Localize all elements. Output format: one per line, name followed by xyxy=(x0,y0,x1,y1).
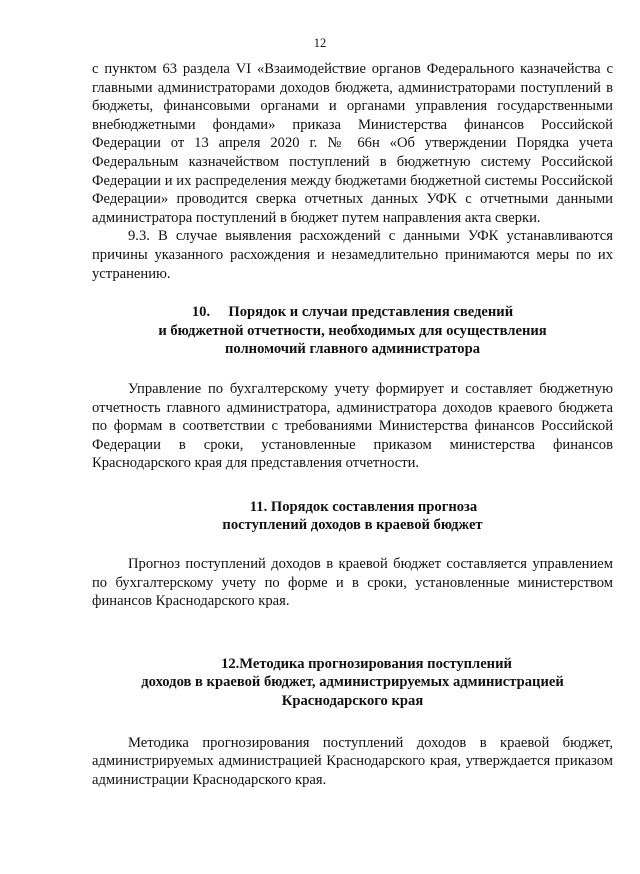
section-10-paragraph: Управление по бухгалтерскому учету формирует и составляет бюджетную отчетность главного администратора, администратора доходов краевого бюджета по формам в соответствии с требованиями Министерства финансов Российской Федерации в сроки, установленные приказом министерства финансов Краснодарского края для представления отчетности. xyxy=(92,380,613,472)
section-12-heading-line: Краснодарского края xyxy=(281,693,424,710)
section-12-heading xyxy=(92,655,613,711)
section-11-heading xyxy=(92,498,613,535)
document-body xyxy=(92,60,613,789)
section-11-heading-line: поступлений доходов в краевой бюджет xyxy=(222,517,483,534)
section-11-heading-line: 11. Порядок составления прогноза xyxy=(249,498,478,515)
section-10-heading-line: полномочий главного администратора xyxy=(224,341,481,358)
section-10-heading-line: и бюджетной отчетности, необходимых для осуществления xyxy=(158,322,547,339)
section-9-3-paragraph: 9.3. В случае выявления расхождений с данными УФК устанавливаются причины указанного расхождения и незамедлительно принимаются меры по их устранению. xyxy=(92,228,613,282)
section-10-heading-line: 10. Порядок и случаи представления сведений xyxy=(191,304,514,321)
section-12-paragraph: Методика прогнозирования поступлений доходов в краевой бюджет, администрируемых администрацией Краснодарского края, утверждается приказом администрации Краснодарского края. xyxy=(92,734,613,788)
section-10-heading xyxy=(92,303,613,359)
section-12-heading-line: 12.Методика прогнозирования поступлений xyxy=(221,655,512,672)
page-number: 12 xyxy=(313,36,327,50)
section-12-heading-line: доходов в краевой бюджет, администрируемых администрацией xyxy=(141,674,564,691)
section-9-continuation-paragraph: с пунктом 63 раздела VI «Взаимодействие органов Федерального казначейства с главными администраторами доходов бюджета, администраторами поступлений в бюджеты, финансовыми органами и органами управления государственными внебюджетными фондами» приказа Министерства финансов Российской Федерации от 13 апреля 2020 г. № 66н «Об утверждении Порядка учета Федеральным казначейством поступлений в бюджетную систему Российской Федерации и их распределения между бюджетами бюджетной системы Российской Федерации» проводится сверка отчетных данных УФК с отчетными данными администратора поступлений в бюджет путем направления акта сверки. xyxy=(92,61,613,226)
section-11-paragraph: Прогноз поступлений доходов в краевой бюджет составляется управлением по бухгалтерскому учету по форме и в сроки, установленные министерством финансов Краснодарского края. xyxy=(92,556,613,610)
